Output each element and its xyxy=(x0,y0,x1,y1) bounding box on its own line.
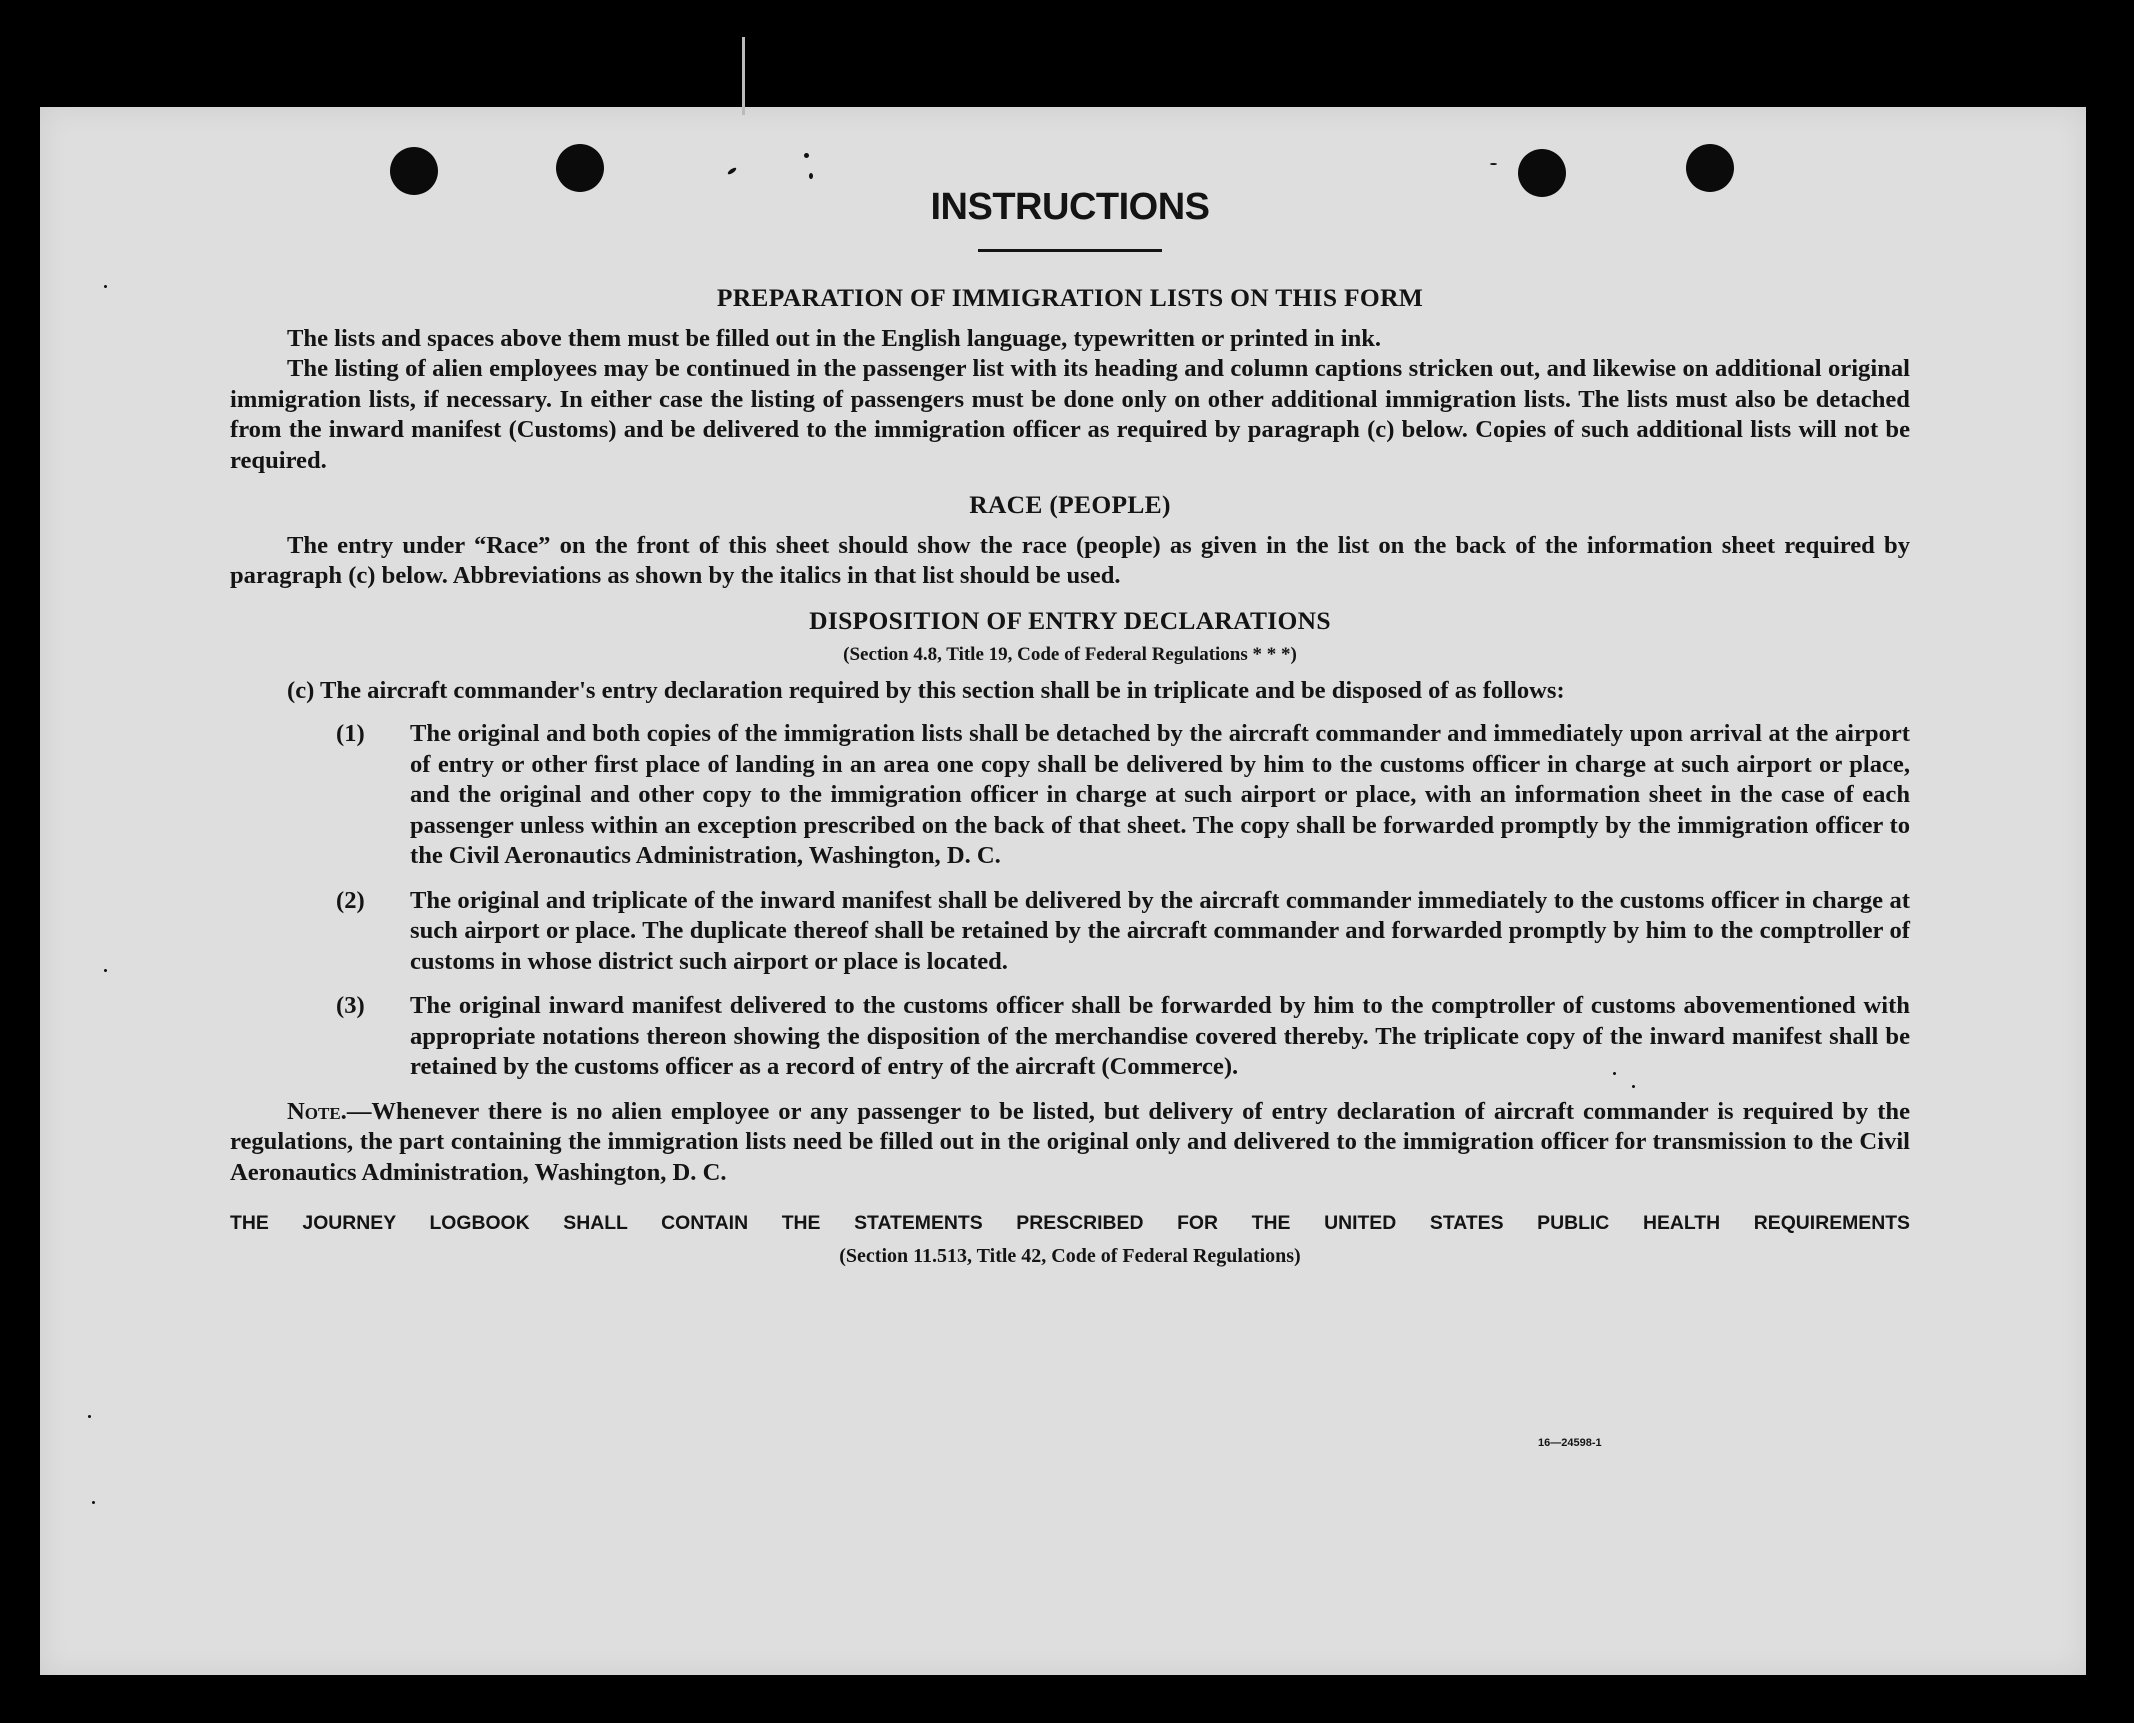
list-item-text: The original and both copies of the immigration lists shall be detached by the aircraft commander and immediately upon arrival at the airport of entry or other first place of landing in an area one copy shall be delivered by him to the customs officer in charge at such airport or place, and the original and other copy to the immigration officer in charge at such airport or place, with an information sheet in the case of each passenger unless within an exception prescribed on the back of that sheet. The copy shall be forwarded promptly by the immigration officer to the Civil Aeronautics Administration, Washington, D. C. xyxy=(410,720,1910,869)
race-paragraph: The entry under “Race” on the front of this sheet should show the race (people) as given in the list on the back of the information sheet required by paragraph (c) below. Abbreviations as shown by the italics in that list should be used. xyxy=(230,531,1910,589)
instructions-content xyxy=(230,177,1910,1271)
scan-artifact xyxy=(727,166,737,175)
scan-artifact xyxy=(104,969,107,972)
scan-artifact xyxy=(742,37,745,115)
disposition-citation: (Section 4.8, Title 19, Code of Federal Regulations * * *) xyxy=(843,644,1297,665)
paper-sheet xyxy=(40,107,2086,1675)
page-title: INSTRUCTIONS xyxy=(930,186,1210,228)
scan-artifact xyxy=(88,1415,91,1418)
scan-artifact xyxy=(1490,163,1497,165)
form-number: 16—24598-1 xyxy=(1538,1437,1602,1449)
note-lead: Note. xyxy=(287,1097,347,1125)
public-health-statement: THE JOURNEY LOGBOOK SHALL CONTAIN THE STATEMENTS PRESCRIBED FOR THE UNITED STATES PUBLIC HEALTH REQUIREMENTS xyxy=(230,1212,1910,1234)
list-item xyxy=(230,719,1910,872)
scan-artifact xyxy=(104,285,107,288)
list-item-text: The original and triplicate of the inward manifest shall be delivered by the aircraft commander immediately to the customs officer in charge at such airport or place. The duplicate thereof shall be retained by the aircraft commander and forwarded promptly by him to the comptroller of customs in whose district such airport or place is located. xyxy=(410,886,1910,975)
list-item-number: (2) xyxy=(336,886,365,914)
race-heading: RACE (PEOPLE) xyxy=(969,490,1171,519)
scan-artifact xyxy=(92,1501,95,1504)
list-item xyxy=(230,991,1910,1083)
list-item-number: (1) xyxy=(336,720,365,747)
disposition-heading: DISPOSITION OF ENTRY DECLARATIONS xyxy=(809,605,1331,635)
scan-artifact xyxy=(804,153,809,158)
note-paragraph xyxy=(230,1097,1910,1189)
list-item-number: (3) xyxy=(336,992,365,1019)
preparation-paragraph-2: The listing of alien employees may be continued in the passenger list with its heading and column captions stricken out, and likewise on additional original immigration lists, if necessary. In either case the listing of passengers must be done only on other additional immigration lists. The lists must also be detached from the inward manifest (Customs) and be delivered to the immigration officer as required by paragraph (c) below. Copies of such additional lists will not be required. xyxy=(230,355,1910,474)
public-health-citation: (Section 11.513, Title 42, Code of Federal Regulations) xyxy=(839,1244,1301,1267)
list-item xyxy=(230,886,1910,978)
preparation-heading: PREPARATION OF IMMIGRATION LISTS ON THIS FORM xyxy=(716,283,1424,312)
preparation-paragraph-1: The lists and spaces above them must be filled out in the English language, typewritten or printed in ink. xyxy=(287,324,1382,352)
note-text: —Whenever there is no alien employee or any passenger to be listed, but delivery of entry declaration of aircraft commander is required by the regulations, the part containing the immigration lists need be filled out in the original only and delivered to the immigration officer for transmission to the Civil Aeronautics Administration, Washington, D. C. xyxy=(230,1097,1910,1186)
list-item-text: The original inward manifest delivered to the customs officer shall be forwarded by him to the comptroller of customs abovementioned with appropriate notations thereon showing the disposition of the merchandise covered thereby. The triplicate copy of the inward manifest shall be retained by the customs officer as a record of entry of the aircraft (Commerce). xyxy=(410,992,1910,1080)
title-underline xyxy=(978,249,1162,252)
disposition-intro: (c) The aircraft commander's entry declaration required by this section shall be in triplicate and be disposed of as follows: xyxy=(287,676,1565,704)
